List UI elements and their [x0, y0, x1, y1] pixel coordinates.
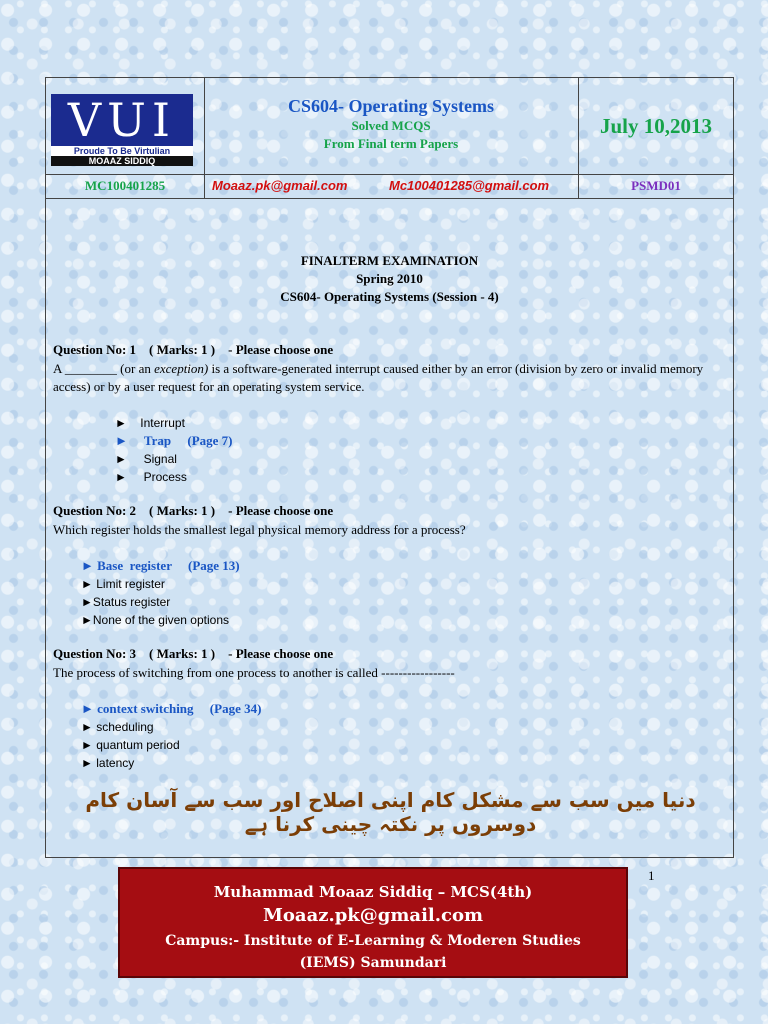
question-2-option-a-correct [81, 557, 240, 575]
author-name: Muhammad Moaaz Siddiq – MCS(4th) [213, 883, 533, 901]
bullet-arrow-icon: ► [81, 558, 94, 573]
document-subtitle-2: From Final term Papers [323, 136, 459, 151]
question-3-option-c [81, 736, 180, 754]
author-email: Moaaz.pk@gmail.com [262, 905, 484, 926]
student-id: MC100401285 [84, 178, 166, 193]
document-date: July 10,2013 [599, 114, 712, 138]
option-label: latency [96, 756, 135, 770]
option-label: Status register [92, 595, 171, 609]
option-label: context switching [97, 701, 194, 716]
question-2-text: Which register holds the smallest legal physical memory address for a process? [53, 522, 466, 537]
question-1-text [53, 360, 721, 396]
question-2-option-b [81, 575, 165, 593]
exam-term: Spring 2010 [356, 271, 423, 286]
campus-name: Campus:- Institute of E-Learning & Moderen Studies [165, 933, 581, 949]
bullet-arrow-icon: ► [81, 738, 93, 752]
question-2-heading: Question No: 2 ( Marks: 1 ) - Please choose one [53, 503, 334, 518]
question-1-emphasis: exception) [154, 361, 209, 376]
question-1-option-b-correct [115, 432, 232, 450]
question-3-heading: Question No: 3 ( Marks: 1 ) - Please choose one [53, 646, 334, 661]
question-3-text: The process of switching from one process to another is called ----------------- [53, 665, 455, 680]
bullet-arrow-icon: ► [115, 416, 127, 430]
question-3-option-b [81, 718, 154, 736]
option-label: Process [143, 470, 187, 484]
bullet-arrow-icon: ► [115, 470, 127, 484]
title-block [204, 96, 578, 153]
question-1-text-part: A ________ (or an [53, 361, 155, 376]
logo-tagline: Proude To Be Virtulian [73, 146, 171, 156]
bullet-arrow-icon: ► [81, 577, 93, 591]
document-title: CS604- Operating Systems [288, 96, 494, 116]
document-code: PSMD01 [631, 178, 681, 193]
email-primary: Moaaz.pk@gmail.com [212, 178, 348, 193]
option-label: quantum period [96, 738, 180, 752]
document-page [45, 77, 734, 858]
document-subtitle: Solved MCQS [351, 118, 431, 133]
logo-letters: VUI [67, 93, 177, 147]
page-reference: (Page 7) [187, 433, 233, 448]
header-row [46, 78, 733, 175]
bullet-arrow-icon: ► [115, 452, 127, 466]
question-1-heading: Question No: 1 ( Marks: 1 ) - Please choose one [53, 342, 334, 357]
option-label: Signal [143, 452, 177, 466]
bullet-arrow-icon: ► [81, 613, 93, 627]
urdu-quote: دنیا میں سب سے مشکل کام اپنی اصلاح اور سب سے آسان کام دوسروں پر نکتہ چینی کرنا ہے [85, 788, 696, 836]
question-2-option-d [81, 611, 229, 629]
question-3-option-a-correct [81, 700, 261, 718]
exam-heading [46, 252, 733, 306]
bullet-arrow-icon: ► [81, 701, 94, 716]
option-label: Trap [143, 433, 172, 448]
question-1-text-rest: is a software-generated interrupt caused either by an error (division by zero or invalid memory access) or by a user request for an operating system service. [53, 361, 704, 394]
author-footer-banner [118, 867, 628, 978]
email-secondary: Mc100401285@gmail.com [389, 178, 550, 193]
logo-mark [51, 94, 193, 146]
option-label: Limit register [96, 577, 165, 591]
bullet-arrow-icon: ► [81, 720, 93, 734]
question-3-option-d [81, 754, 134, 772]
bullet-arrow-icon: ► [81, 756, 93, 770]
option-label: Base register [97, 558, 172, 573]
question-1-option-c [115, 450, 177, 468]
info-row [46, 174, 733, 199]
bullet-arrow-icon: ► [81, 595, 93, 609]
campus-location: (IEMS) Samundari [299, 955, 447, 971]
exam-title: FINALTERM EXAMINATION [300, 253, 479, 268]
vu-logo [51, 94, 193, 166]
option-label: None of the given options [92, 613, 229, 627]
column-divider [204, 174, 205, 198]
page-reference: (Page 13) [188, 558, 240, 573]
logo-name: MOAAZ SIDDIQ [51, 156, 193, 166]
bullet-arrow-icon: ► [115, 433, 128, 448]
option-label: Interrupt [140, 416, 185, 430]
exam-course: CS604- Operating Systems (Session - 4) [280, 289, 499, 304]
question-2-option-c [81, 593, 170, 611]
question-1-option-d [115, 468, 187, 486]
page-reference: (Page 34) [209, 701, 262, 716]
page-number: 1 [648, 868, 655, 883]
option-label: scheduling [96, 720, 154, 734]
question-1-option-a [115, 414, 185, 432]
